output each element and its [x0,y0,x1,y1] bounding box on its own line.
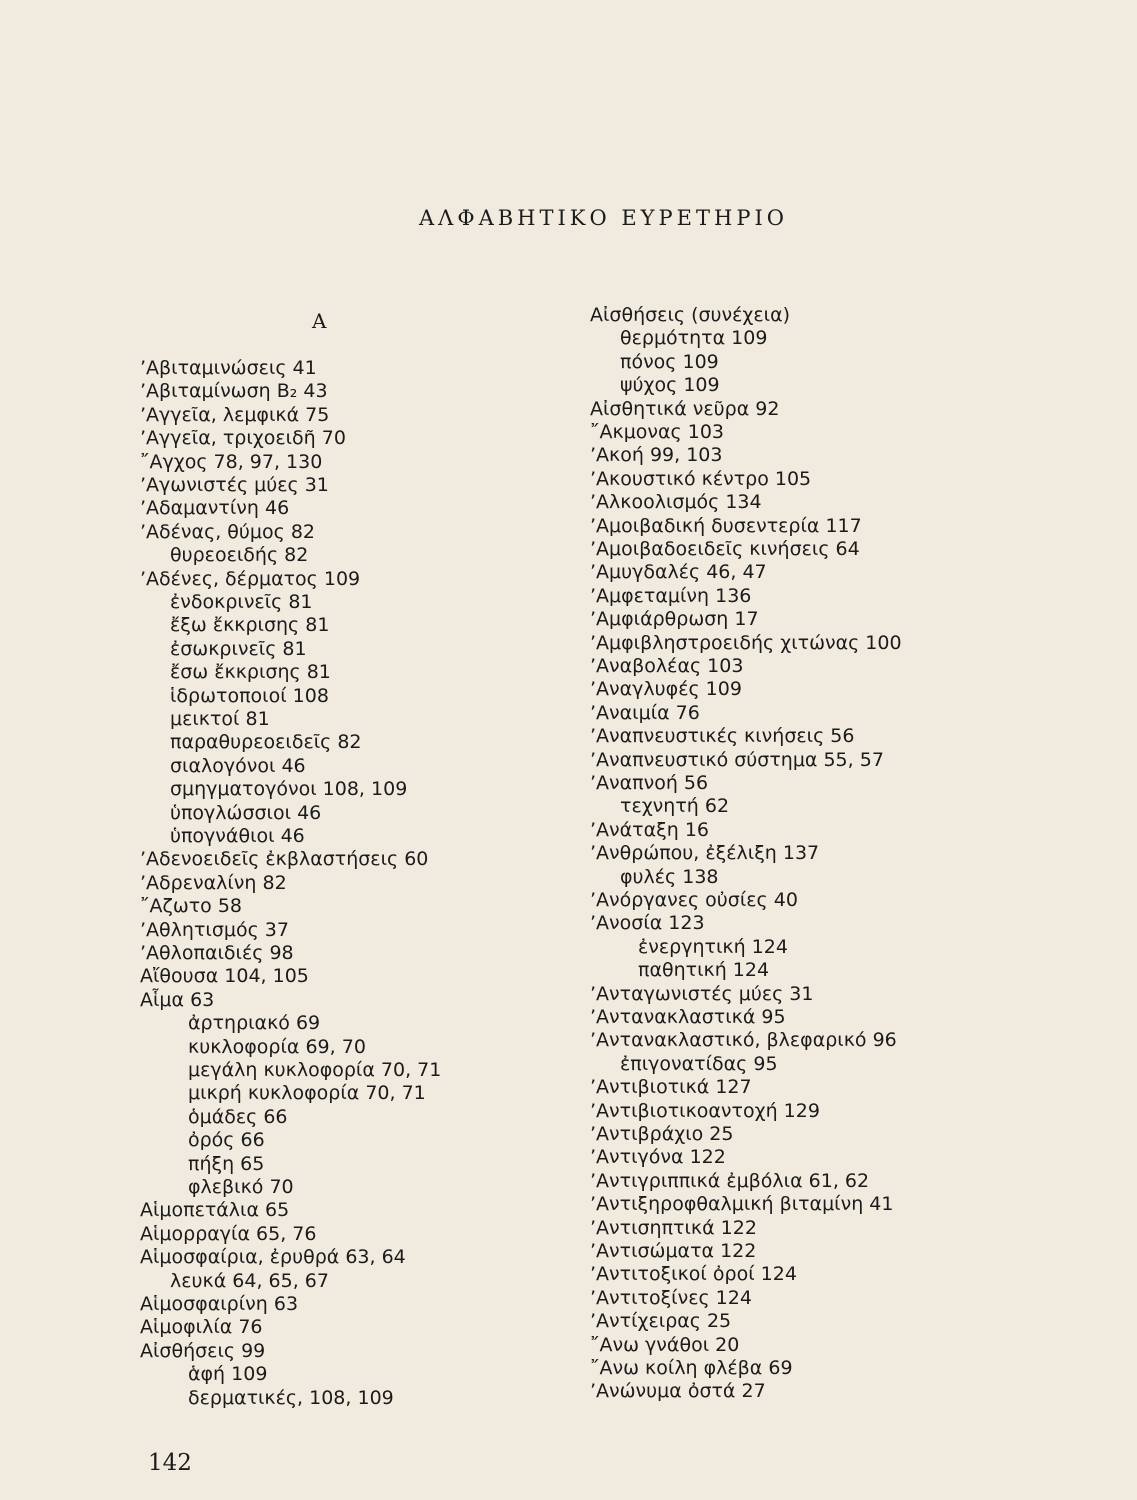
index-entry: μικρή κυκλοφορία 70, 71 [188,1082,426,1105]
index-entry: ’Αμφεταμίνη 136 [590,584,752,607]
index-entry: σιαλογόνοι 46 [170,754,306,777]
index-entry: ὁμάδες 66 [188,1105,288,1128]
index-entry: ῎Ανω γνάθοι 20 [590,1333,740,1356]
index-entry: μεικτοί 81 [170,708,270,730]
index-entry: ’Αμοιβαδοειδεῖς κινήσεις 64 [590,538,860,560]
index-entry: ἐσωκρινεῖς 81 [170,637,307,660]
index-entry: ὀρός 66 [188,1129,265,1152]
index-entry: ῎Αγχος 78, 97, 130 [140,450,323,473]
index-entry: ’Αντανακλαστικό, βλεφαρικό 96 [590,1029,897,1052]
index-entry: ’Ανθρώπου, ἐξέλιξη 137 [590,842,820,865]
index-entry: ’Αδένας, θύμος 82 [140,520,315,543]
index-entry: φυλές 138 [620,865,719,888]
index-entry: θερμότητα 109 [620,327,768,350]
index-entry: ’Αγγεῖα, λεμφικά 75 [140,403,330,426]
index-entry: ’Ακοή 99, 103 [590,444,723,467]
index-entry: Αἰσθητικά νεῦρα 92 [590,397,780,420]
index-entry: Αἱμοφιλία 76 [140,1316,263,1339]
index-entry: ἔξω ἔκκρισης 81 [170,614,330,637]
index-entry: ’Αντιγριππικά ἐμβόλια 61, 62 [590,1169,870,1192]
index-entry: ’Αδένες, δέρματος 109 [140,567,361,590]
index-entry: ῎Ανω κοίλη φλέβα 69 [590,1357,793,1379]
index-entry: ’Αντιβιοτικοαντοχή 129 [590,1099,820,1122]
index-entry: ’Αναπνευστικές κινήσεις 56 [590,725,855,748]
index-entry: ’Αντιτοξίνες 124 [590,1286,752,1309]
index-entry: ’Αντιβράχιο 25 [590,1123,734,1145]
index-entry: Αἰσθήσεις (συνέχεια) [590,304,791,326]
index-entry: κυκλοφορία 69, 70 [188,1035,366,1058]
index-entry: ’Αναπνοή 56 [590,772,709,794]
index-entry: σμηγματογόνοι 108, 109 [170,778,408,801]
index-entry: ἀρτηριακό 69 [188,1012,321,1035]
index-entry: ’Αντιτοξικοί ὀροί 124 [590,1263,797,1286]
index-entry: ’Αδενοειδεῖς ἐκβλαστήσεις 60 [140,848,429,871]
index-entry: παραθυρεοειδεῖς 82 [170,731,362,754]
index-entry: ψύχος 109 [620,374,720,397]
index-entry: Αἰσθήσεις 99 [140,1339,266,1362]
index-entry: ’Αναγλυφές 109 [590,678,742,701]
index-entry: ἁφή 109 [188,1363,268,1386]
index-entry: Αἱμοσφαιρίνη 63 [140,1293,299,1315]
index-entry: ’Αναβολέας 103 [590,655,744,677]
index-entry: ’Αντιβιοτικά 127 [590,1076,752,1099]
index-entry: Αἱμορραγία 65, 76 [140,1222,317,1245]
page-title: ΑΛΦΑΒΗΤΙΚΟ ΕΥΡΕΤΗΡΙΟ [419,206,788,230]
index-entry: ’Αλκοολισμός 134 [590,491,762,514]
index-entry: ἱδρωτοποιοί 108 [170,684,329,707]
index-entry: ὑπογλώσσιοι 46 [170,801,322,824]
index-entry: ’Αντίχειρας 25 [590,1310,732,1333]
index-entry: ’Αβιταμινώσεις 41 [140,357,317,379]
index-entry: μεγάλη κυκλοφορία 70, 71 [188,1059,442,1081]
index-entry: τεχνητή 62 [620,795,730,818]
index-entry: ’Αγωνιστές μύες 31 [140,474,329,496]
index-entry: ἐνδοκρινεῖς 81 [170,591,313,613]
index-entry: ὑπογνάθιοι 46 [170,825,305,847]
index-entry: ’Αβιταμίνωση B₂ 43 [140,380,328,403]
index-entry: ῎Ακμονας 103 [590,421,725,443]
index-entry: ’Αντισηπτικά 122 [590,1216,757,1239]
index-entry: ’Αδρεναλίνη 82 [140,871,287,894]
index-entry: ’Αθλητισμός 37 [140,918,289,941]
index-entry: ἐπιγονατίδας 95 [620,1052,778,1075]
index-entry: θυρεοειδής 82 [170,544,309,567]
section-letter: Α [312,309,327,333]
page-number: 142 [148,1450,192,1476]
index-entry: ’Αδαμαντίνη 46 [140,497,290,520]
index-entry: ’Αμφιβληστροειδής χιτώνας 100 [590,631,902,654]
index-entry: φλεβικό 70 [188,1176,294,1198]
index-entry: ’Αγγεῖα, τριχοειδῆ 70 [140,427,346,450]
index-entry: ’Αντισώματα 122 [590,1240,757,1262]
index-entry: ’Αντιγόνα 122 [590,1146,726,1169]
index-entry: Αἴθουσα 104, 105 [140,965,309,988]
index-entry: ’Αντανακλαστικά 95 [590,1006,786,1028]
index-entry: Αἱμοπετάλια 65 [140,1199,290,1222]
index-entry: ’Αμυγδαλές 46, 47 [590,561,767,584]
index-entry: ῎Αζωτο 58 [140,895,243,918]
index-entry: ’Ανταγωνιστές μύες 31 [590,982,814,1005]
index-entry: Αἱμοσφαίρια, ἐρυθρά 63, 64 [140,1246,406,1269]
index-entry: ’Αμφιάρθρωση 17 [590,608,759,631]
index-entry: λευκά 64, 65, 67 [170,1269,329,1292]
index-entry: πόνος 109 [620,350,719,373]
index-entry: παθητική 124 [638,959,770,982]
index-entry: Αἷμα 63 [140,988,215,1011]
index-entry: ’Αθλοπαιδιές 98 [140,942,294,964]
index-entry: ’Αντιξηροφθαλμική βιταμίνη 41 [590,1193,894,1216]
index-entry: δερματικές, 108, 109 [188,1386,394,1409]
index-entry: ’Ανόργανες οὐσίες 40 [590,889,798,911]
index-entry: ’Αναιμία 76 [590,701,700,724]
index-entry: ’Ανώνυμα ὀστά 27 [590,1380,766,1403]
index-entry: ’Αναπνευστικό σύστημα 55, 57 [590,748,884,771]
index-entry: ἔσω ἔκκρισης 81 [170,661,331,684]
index-entry: ’Ανοσία 123 [590,912,705,935]
index-entry: πήξη 65 [188,1152,265,1175]
index-entry: ’Ακουστικό κέντρο 105 [590,467,812,490]
index-entry: ’Αμοιβαδική δυσεντερία 117 [590,514,862,537]
index-entry: ἐνεργητική 124 [638,935,788,958]
index-entry: ’Ανάταξη 16 [590,818,709,841]
